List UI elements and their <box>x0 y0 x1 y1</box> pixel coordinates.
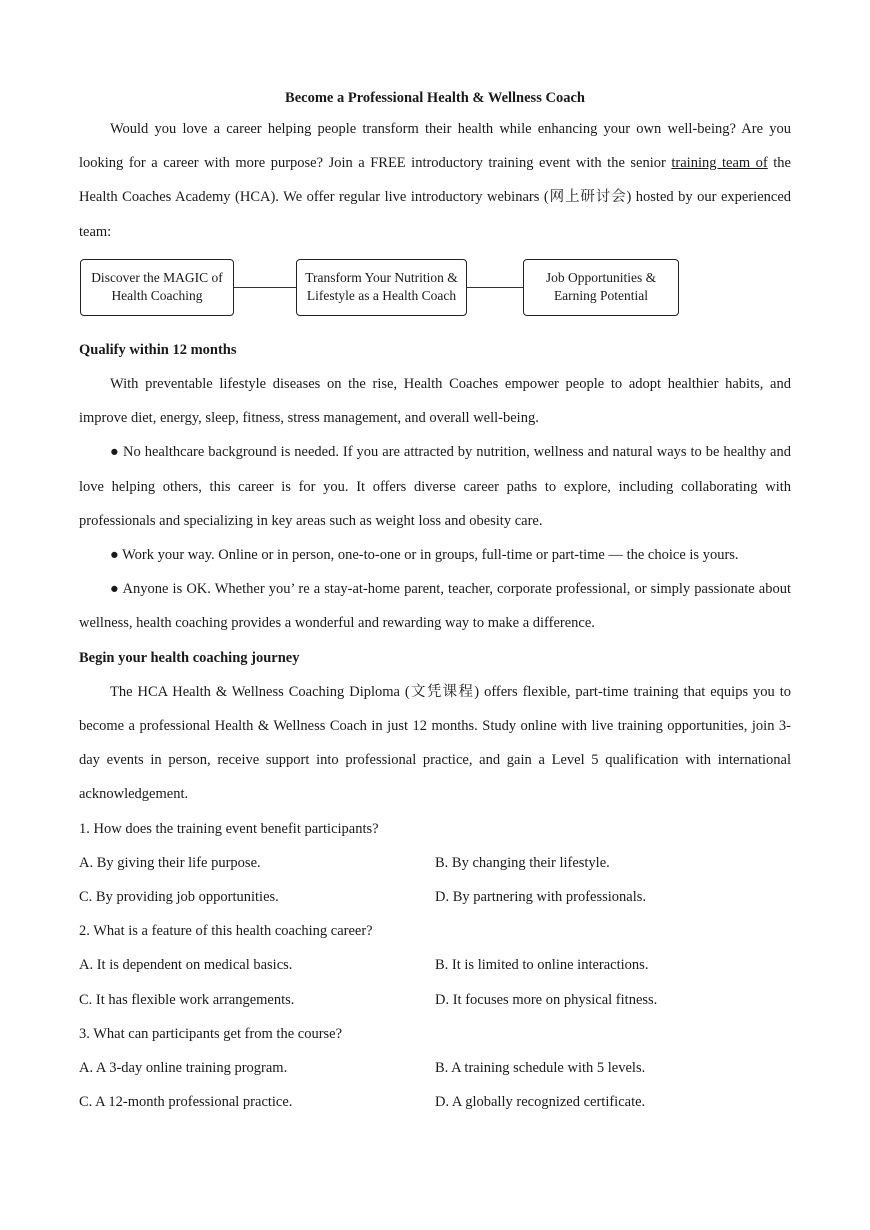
section-heading-qualify: Qualify within 12 months <box>79 341 237 358</box>
option-d: D. It focuses more on physical fitness. <box>435 991 658 1008</box>
section2-paragraph: The HCA Health & Wellness Coaching Diploma (文凭课程) offers flexible, part-time training that equips you to become a professional Health & Wellness Coach in just 12 months. Study online with live training opportunities, join 3-day events in person, receive support into professional practice, and gain a Level 5 qualification with international acknowledgement. <box>79 683 791 803</box>
bullet-item: ● Work your way. Online or in person, one-to-one or in groups, full-time or part-time — the choice is yours. <box>110 547 739 564</box>
flow-connector <box>234 287 296 288</box>
flow-box-magic: Discover the MAGIC of Health Coaching <box>80 259 234 316</box>
option-c: C. It has flexible work arrangements. <box>79 991 295 1008</box>
intro-underlined-text: training team of <box>671 155 768 172</box>
question-stem: 3. What can participants get from the course? <box>79 1025 343 1042</box>
option-a: A. It is dependent on medical basics. <box>79 957 293 974</box>
option-b: B. It is limited to online interactions. <box>435 957 649 974</box>
question-1 <box>79 812 791 915</box>
option-a: A. A 3-day online training program. <box>79 1060 288 1077</box>
question-stem: 1. How does the training event benefit participants? <box>79 820 379 837</box>
flow-box-transform: Transform Your Nutrition & Lifestyle as a Health Coach <box>296 259 467 316</box>
flow-connector <box>467 287 523 288</box>
bullet-item: ● Anyone is OK. Whether you’ re a stay-at-home parent, teacher, corporate professional, or simply passionate about wellness, health coaching provides a wonderful and rewarding way to make a difference. <box>79 581 791 632</box>
section1-paragraph: With preventable lifestyle diseases on the rise, Health Coaches empower people to adopt healthier habits, and improve diet, energy, sleep, fitness, stress management, and overall well-being. <box>79 376 791 427</box>
intro-paragraph <box>79 112 791 249</box>
section-heading-journey: Begin your health coaching journey <box>79 649 300 666</box>
option-d: D. A globally recognized certificate. <box>435 1094 646 1111</box>
option-b: B. By changing their lifestyle. <box>435 854 610 871</box>
page-title: Become a Professional Health & Wellness Coach <box>285 90 585 106</box>
question-stem: 2. What is a feature of this health coaching career? <box>79 923 373 940</box>
option-a: A. By giving their life purpose. <box>79 854 261 871</box>
bullet-item: ● No healthcare background is needed. If you are attracted by nutrition, wellness and natural ways to be healthy and love helping others, this career is for you. It offers diverse career paths to explore, including collaborating with professionals and specializing in key areas such as weight loss and obesity care. <box>79 444 791 529</box>
option-c: C. By providing job opportunities. <box>79 889 279 906</box>
option-c: C. A 12-month professional practice. <box>79 1094 293 1111</box>
answer-options <box>79 1051 791 1119</box>
question-2 <box>79 914 791 1017</box>
option-d: D. By partnering with professionals. <box>435 889 647 906</box>
option-b: B. A training schedule with 5 levels. <box>435 1060 646 1077</box>
answer-options <box>79 846 791 914</box>
answer-options <box>79 948 791 1016</box>
intro-text-2: the Health Coaches Academy (HCA). We offer regular live introductory webinars (网上研讨会) hosted by our experienced team: <box>79 155 791 240</box>
document-page <box>79 84 791 1119</box>
webinar-flowchart <box>79 249 791 333</box>
question-3 <box>79 1017 791 1120</box>
flow-box-jobs: Job Opportunities & Earning Potential <box>523 259 679 316</box>
intro-text-1: Would you love a career helping people transform their health while enhancing your own well-being? Are you looking for a career with more purpose? Join a FREE introductory training event with the senior <box>79 121 791 172</box>
